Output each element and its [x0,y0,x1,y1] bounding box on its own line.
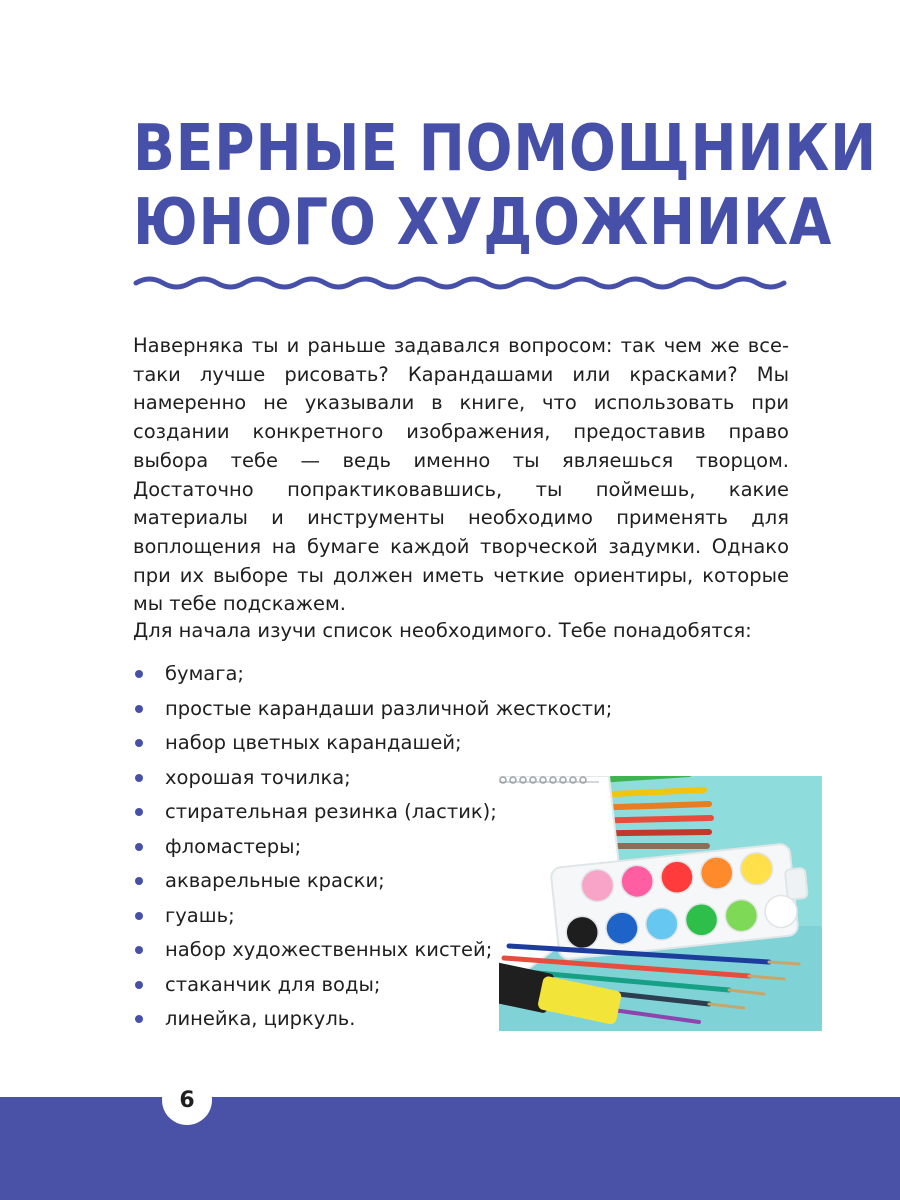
bullet-icon [135,705,143,713]
list-item-text: акварельные краски; [165,869,385,892]
list-item-text: фломастеры; [165,834,302,858]
bullet-icon [135,1015,143,1023]
bullet-icon [135,808,143,816]
list-item-text: простые карандаши различной жесткости; [165,696,613,720]
list-intro: Для начала изучи список необходимого. Тебе понадобятся: [133,619,752,642]
bullet-icon [135,912,143,920]
art-supplies-photo [499,776,822,1031]
wave-divider [133,270,789,300]
bullet-icon [135,774,143,782]
bullet-icon [135,946,143,954]
list-item [133,729,612,764]
page-title-line-1: ВЕРНЫЕ ПОМОЩНИКИ [133,112,878,186]
list-item [133,695,612,730]
list-item-text: набор цветных карандашей; [165,731,462,754]
bullet-icon [135,739,143,747]
list-item-text: хорошая точилка; [165,765,351,789]
page-number: 6 [179,1087,195,1113]
bullet-icon [135,877,143,885]
intro-paragraph: Наверняка ты и раньше задавался вопросом: так чем же все-таки лучше рисовать? Карандашами или красками? Мы намеренно не указывали в книге, что использовать при создании конкретного изображения, предоставив право выбора тебе — ведь именно ты являешься творцом. Достаточно попрактиковавшись, ты поймешь, какие материалы и инструменты необходимо применять для воплощения на бумаге каждой творческой задумки. Однако при их выборе ты должен иметь четкие ориентиры, которые мы тебе подскажем. [133,334,789,616]
list-item-text: гуашь; [165,903,235,927]
list-item-text: бумага; [165,662,244,685]
bullet-icon [135,981,143,989]
list-item-text: линейка, циркуль. [165,1007,356,1030]
footer-band [0,1097,900,1200]
list-item-text: набор художественных кистей; [165,938,493,961]
bullet-icon [135,843,143,851]
page-title-line-2: ЮНОГО ХУДОЖНИКА [133,186,833,260]
list-item-text: стаканчик для воды; [165,972,381,996]
page-title [133,112,878,260]
list-item [133,660,612,695]
page-number-badge [162,1075,212,1125]
list-item-text: стирательная резинка (ластик); [165,800,497,823]
bullet-icon [135,670,143,678]
